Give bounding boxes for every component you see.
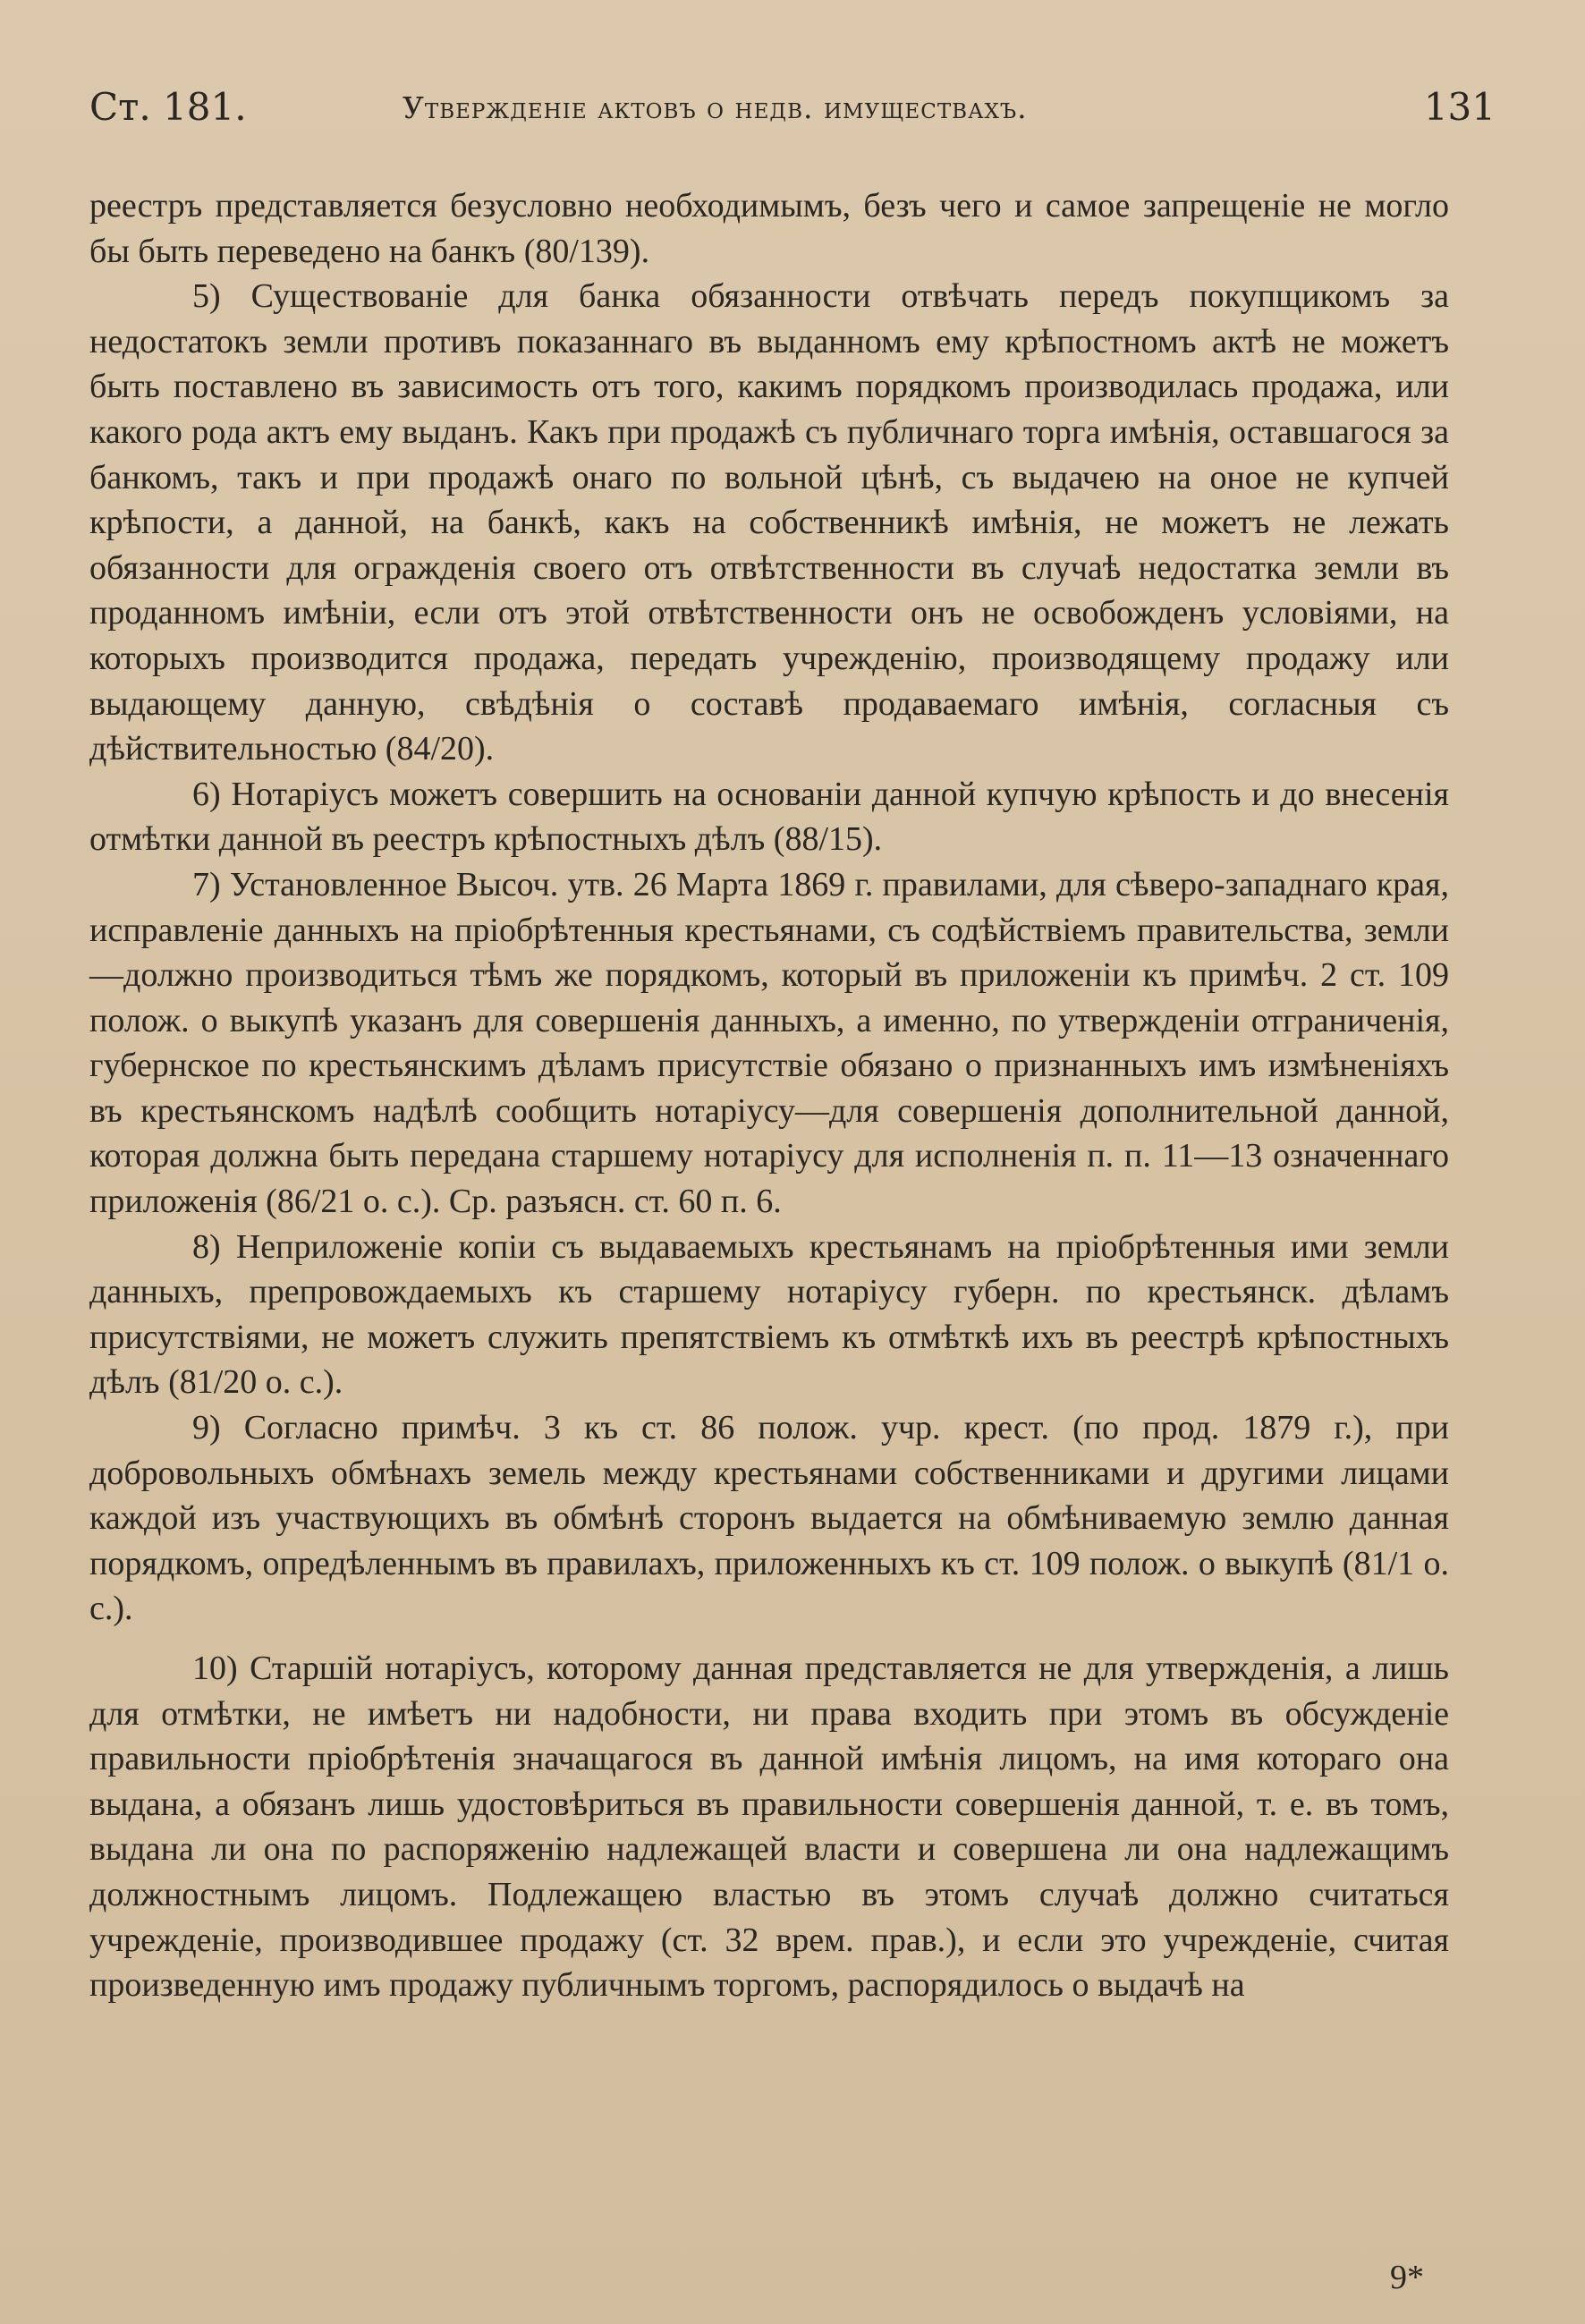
paragraph-8: 8) Неприложеніе копіи съ выдаваемыхъ крестьянамъ на пріобрѣтенныя ими земли данныхъ, препровождаемыхъ къ старшему нотаріусу губерн. по крестьянск. дѣламъ присутствіями, не можетъ служить препятствіемъ къ отмѣткѣ ихъ въ реестрѣ крѣпостныхъ дѣлъ (81/20 о. с.). — [89, 1227, 1449, 1402]
paragraph-continuation: реестръ представляется безусловно необходимымъ, безъ чего и самое запрещеніе не могло бы быть переведено на банкъ (80/139). — [89, 187, 1449, 270]
running-title: Утвержденіе актовъ о недв. имуществахъ. — [403, 90, 1028, 125]
article-reference: Ст. 181. — [89, 85, 247, 129]
paragraph-10: 10) Старшій нотаріусъ, которому данная представляется не для утвержденія, а лишь для отмѣтки, не имѣетъ ни надобности, ни права входить при этомъ въ обсужденіе правильности пріобрѣтенія значащагося въ данной имѣнія лицомъ, на имя котораго она выдана, а обязанъ лишь удостовѣриться въ правильности совершенія данной, т. е. въ томъ, выдана ли она по распоряженію надлежащей власти и совершена ли она надлежащимъ должностнымъ лицомъ. Подлежащею властью въ этомъ случаѣ должно считаться учрежденіе, производившее продажу (ст. 32 врем. прав.), и если это учрежденіе, считая произведенную имъ продажу публичнымъ торгомъ, распорядилось о выдачѣ на — [89, 1650, 1449, 2005]
page-body — [89, 183, 1449, 2008]
running-header — [89, 85, 1496, 139]
signature-mark: 9* — [1390, 2259, 1424, 2296]
paragraph-9: 9) Согласно примѣч. 3 къ ст. 86 полож. учр. крест. (по прод. 1879 г.), при добровольныхъ обмѣнахъ земель между крестьянами собственниками и другими лицами каждой изъ участвующихъ въ обмѣнѣ сторонъ выдается на обмѣниваемую землю данная порядкомъ, опредѣленнымъ въ правилахъ, приложенныхъ къ ст. 109 полож. о выкупѣ (81/1 о. с.). — [89, 1409, 1449, 1628]
page-number: 131 — [1423, 85, 1496, 129]
paragraph-6: 6) Нотаріусъ можетъ совершить на основаніи данной купчую крѣпость и до внесенія отмѣтки данной въ реестръ крѣпостныхъ дѣлъ (88/15). — [89, 775, 1449, 859]
paragraph-7: 7) Установленное Высоч. утв. 26 Марта 1869 г. правилами, для сѣверо-западнаго края, исправленіе данныхъ на пріобрѣтенныя крестьянами, съ содѣйствіемъ правительства, земли—должно производиться тѣмъ же порядкомъ, который въ приложеніи къ примѣч. 2 ст. 109 полож. о выкупѣ указанъ для совершенія данныхъ, а именно, по утвержденіи отграниченія, губернское по крестьянскимъ дѣламъ присутствіе обязано о признанныхъ имъ измѣненіяхъ въ крестьянскомъ надѣлѣ сообщить нотаріусу—для совершенія дополнительной данной, которая должна быть передана старшему нотаріусу для исполненія п. п. 11—13 означеннаго приложенія (86/21 о. с.). Ср. разъясн. ст. 60 п. 6. — [89, 865, 1449, 1221]
paragraph-5: 5) Существованіе для банка обязанности отвѣчать передъ покупщикомъ за недостатокъ земли противъ показаннаго въ выданномъ ему крѣпостномъ актѣ не можетъ быть поставлено въ зависимость отъ того, какимъ порядкомъ производилась продажа, или какого рода актъ ему выданъ. Какъ при продажѣ съ публичнаго торга имѣнія, оставшагося за банкомъ, такъ и при продажѣ онаго по вольной цѣнѣ, съ выдачею на оное не купчей крѣпости, а данной, на банкѣ, какъ на собственникѣ имѣнія, не можетъ не лежать обязанности для огражденія своего отъ отвѣтственности въ случаѣ недостатка земли въ проданномъ имѣніи, если отъ этой отвѣтственности онъ не освобожденъ условіями, на которыхъ производится продажа, передать учрежденію, производящему продажу или выдающему данную, свѣдѣнія о составѣ продаваемаго имѣнія, согласныя съ дѣйствительностью (84/20). — [89, 277, 1449, 768]
